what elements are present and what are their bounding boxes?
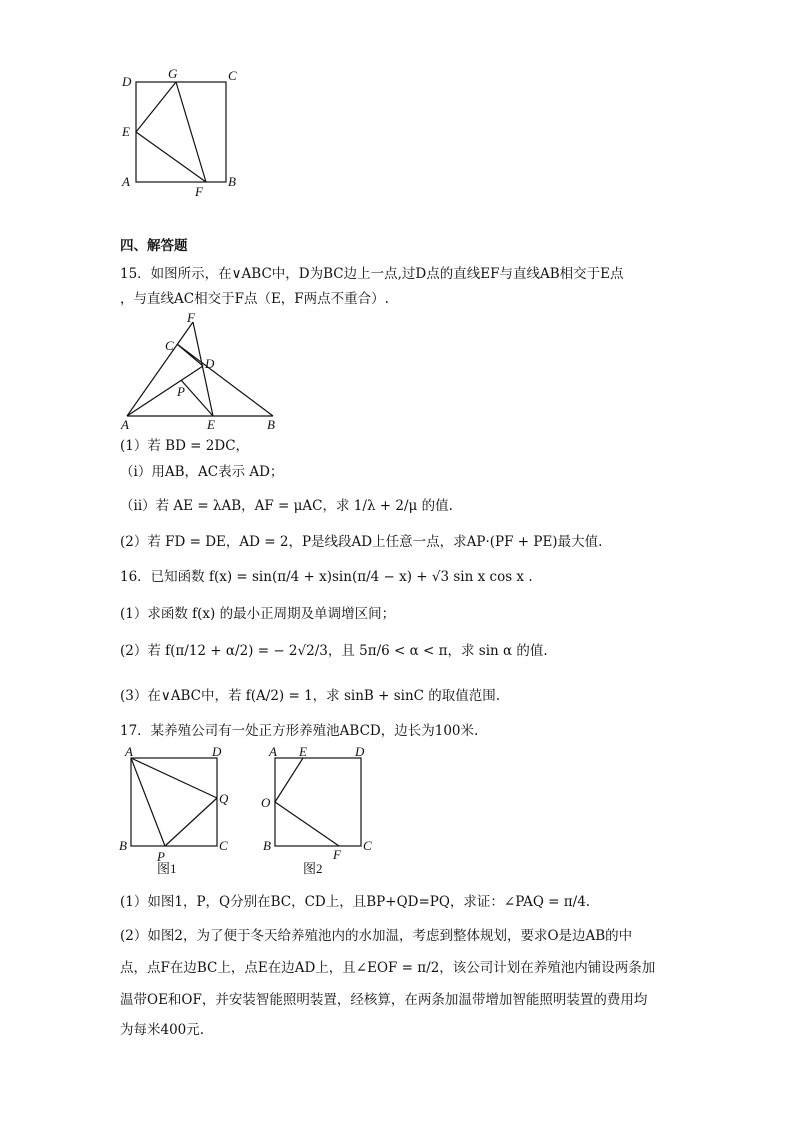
label-b: B — [267, 417, 275, 430]
label-c: C — [165, 338, 174, 353]
label-d: D — [205, 356, 215, 371]
figure-triangle-q15 — [115, 310, 290, 430]
label-p: P — [177, 384, 185, 399]
q15-part1: (1）若 BD = 2DC， — [120, 438, 250, 454]
label-a: A — [269, 744, 277, 759]
q16-part3: (3）在∨ABC中，若 f(A/2) = 1，求 sinB + sinC 的取值范围. — [120, 688, 501, 704]
figure-q17-fig2 — [255, 742, 385, 877]
figure-square-efg — [110, 60, 250, 200]
label-e: E — [122, 124, 130, 139]
caption-fig2: 图2 — [303, 861, 323, 876]
label-d: D — [355, 744, 365, 759]
q15-part1-i: （i）用AB，AC表示 AD； — [120, 464, 284, 480]
caption-fig1: 图1 — [157, 861, 177, 876]
label-f: F — [333, 847, 341, 862]
q16-stem: 16．已知函数 f(x) = sin(π/4 + x)sin(π/4 − x) + √3 sin x cos x . — [120, 569, 533, 585]
label-p: P — [157, 849, 165, 864]
q17-part2-line2: 点，点F在边BC上，点E在边AD上，且∠EOF = π/2，该公司计划在养殖池内铺设两条加 — [120, 960, 656, 976]
q15-part1-ii: （ii）若 AE = λAB，AF = μAC，求 1/λ + 2/μ 的值. — [120, 498, 453, 514]
label-d: D — [212, 744, 222, 759]
q15-stem-line2: ，与直线AC相交于F点（E，F两点不重合）. — [120, 291, 389, 307]
label-d: D — [122, 74, 132, 89]
label-f: F — [187, 310, 195, 325]
q17-stem: 17．某养殖公司有一处正方形养殖池ABCD，边长为100米. — [120, 723, 479, 739]
q16-part2: (2）若 f(π/12 + α/2) = − 2√2/3，且 5π/6 < α < π，求 sin α 的值. — [120, 643, 548, 659]
label-e: E — [207, 417, 215, 430]
label-b: B — [228, 174, 236, 189]
q17-part2-line3: 温带OE和OF，并安装智能照明装置，经核算，在两条加温带增加智能照明装置的费用均 — [120, 992, 648, 1008]
q17-part2-line1: (2）如图2，为了便于冬天给养殖池内的水加温，考虑到整体规划，要求O是边AB的中 — [120, 928, 633, 944]
label-c: C — [228, 68, 237, 83]
label-g: G — [168, 66, 178, 81]
section-title: 四、解答题 — [120, 238, 188, 254]
label-a: A — [121, 417, 129, 430]
q17-part2-line4: 为每米400元. — [120, 1022, 205, 1038]
label-b: B — [119, 838, 127, 853]
label-a: A — [122, 174, 130, 189]
label-c: C — [363, 838, 372, 853]
q15-part2: (2）若 FD = DE，AD = 2，P是线段AD上任意一点，求AP·(PF + PE)最大值. — [120, 534, 603, 550]
label-c: C — [219, 838, 228, 853]
label-e: E — [299, 744, 307, 759]
label-a: A — [125, 744, 133, 759]
q15-stem-line1: 15．如图所示，在∨ABC中，D为BC边上一点,过D点的直线EF与直线AB相交于E点 — [120, 266, 624, 282]
label-o: O — [261, 795, 271, 810]
label-b: B — [263, 838, 271, 853]
q17-part1: (1）如图1，P，Q分别在BC，CD上，且BP+QD=PQ，求证：∠PAQ = π/4. — [120, 894, 591, 910]
q16-part1: (1）求函数 f(x) 的最小正周期及单调增区间； — [120, 606, 396, 622]
label-f: F — [195, 184, 203, 199]
label-q: Q — [219, 791, 229, 806]
figure-q17-fig1 — [115, 742, 245, 877]
